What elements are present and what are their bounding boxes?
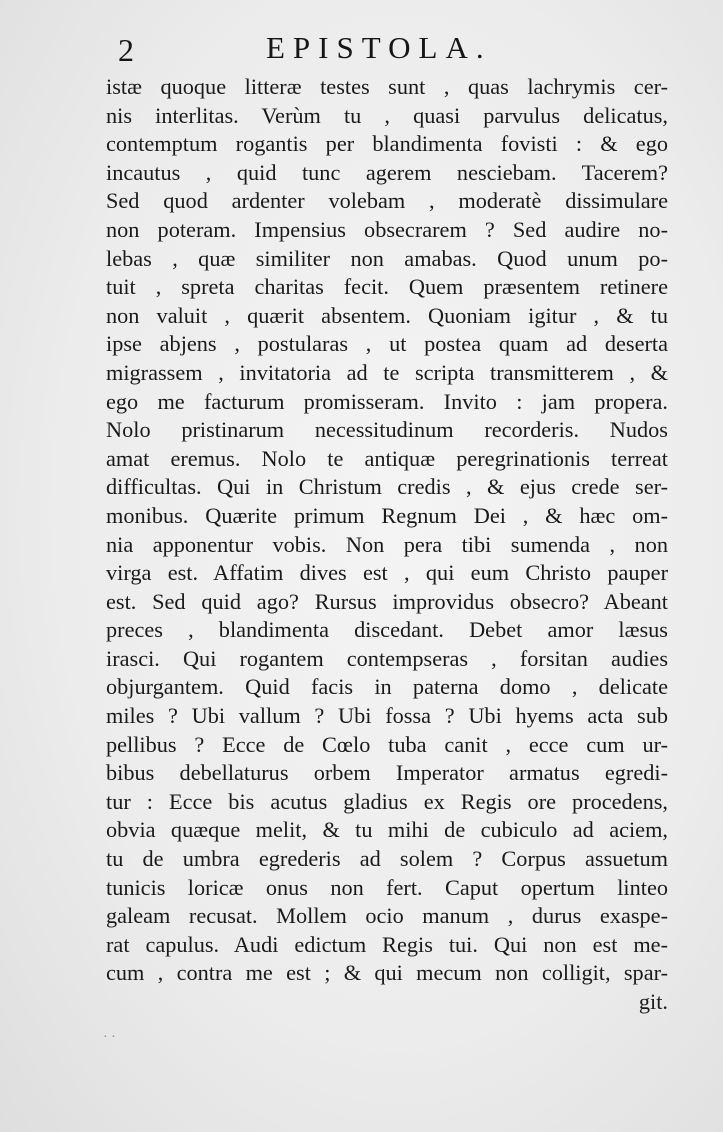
- running-head: EPISTOLA.: [266, 30, 492, 65]
- text-line: bibus debellaturus orbem Imperator armatus egredi-: [106, 760, 668, 786]
- text-line: galeam recusat. Mollem ocio manum , durus exaspe-: [106, 903, 668, 929]
- text-line: obvia quæque melit, & tu mihi de cubiculo ad aciem,: [106, 817, 668, 843]
- text-line: non valuit , quærit absentem. Quoniam igitur , & tu: [106, 302, 668, 328]
- text-line: amat eremus. Nolo te antiquæ peregrinationis terreat: [106, 445, 668, 471]
- text-line: incautus , quid tunc agerem nesciebam. Tacerem?: [106, 159, 668, 185]
- text-line: ego me facturum promisseram. Invito : jam propera.: [106, 388, 668, 414]
- text-line: tu de umbra egrederis ad solem ? Corpus assuetum: [106, 846, 668, 872]
- text-line: pellibus ? Ecce de Cœlo tuba canit , ecce cum ur-: [106, 731, 668, 757]
- text-line: difficultas. Qui in Christum credis , & ejus crede ser-: [106, 474, 668, 500]
- text-line: irasci. Qui rogantem contempseras , forsitan audies: [106, 645, 668, 671]
- text-line: monibus. Quærite primum Regnum Dei , & hæc om-: [106, 502, 668, 528]
- text-line: git.: [638, 989, 668, 1014]
- text-line: tunicis loricæ onus non fert. Caput opertum linteo: [106, 874, 668, 900]
- text-line: preces , blandimenta discedant. Debet amor læsus: [106, 617, 668, 643]
- ink-speck: · ·: [103, 1030, 116, 1045]
- page-number: 2: [118, 32, 134, 68]
- text-line: tur : Ecce bis acutus gladius ex Regis ore procedens,: [106, 788, 668, 814]
- text-line: rat capulus. Audi edictum Regis tui. Qui non est me-: [106, 931, 668, 957]
- text-line: Nolo pristinarum necessitudinum recorderis. Nudos: [106, 417, 668, 443]
- body-text: [106, 73, 668, 1017]
- text-line: non poteram. Impensius obsecrarem ? Sed audire no-: [106, 216, 668, 242]
- text-line: contemptum rogantis per blandimenta fovisti : & ego: [106, 131, 668, 157]
- text-line: lebas , quæ similiter non amabas. Quod unum po-: [106, 245, 668, 271]
- text-line: objurgantem. Quid facis in paterna domo , delicate: [106, 674, 668, 700]
- text-line: nia apponentur vobis. Non pera tibi sumenda , non: [106, 531, 668, 557]
- text-line: migrassem , invitatoria ad te scripta transmitterem , &: [106, 359, 668, 385]
- text-line: miles ? Ubi vallum ? Ubi fossa ? Ubi hyems acta sub: [106, 703, 668, 729]
- text-line: cum , contra me est ; & qui mecum non colligit, spar-: [106, 960, 668, 986]
- text-line: est. Sed quid ago? Rursus improvidus obsecro? Abeant: [106, 588, 668, 614]
- text-line: Sed quod ardenter volebam , moderatè dissimulare: [106, 188, 668, 214]
- text-line: istæ quoque litteræ testes sunt , quas lachrymis cer-: [106, 74, 668, 99]
- text-line: ipse abjens , postularas , ut postea quam ad deserta: [106, 331, 668, 357]
- text-line: tuit , spreta charitas fecit. Quem præsentem retinere: [106, 274, 668, 300]
- page-header: [118, 30, 678, 72]
- text-line: nis interlitas. Verùm tu , quasi parvulus delicatus,: [106, 102, 668, 128]
- text-line: virga est. Affatim dives est , qui eum Christo pauper: [106, 560, 668, 586]
